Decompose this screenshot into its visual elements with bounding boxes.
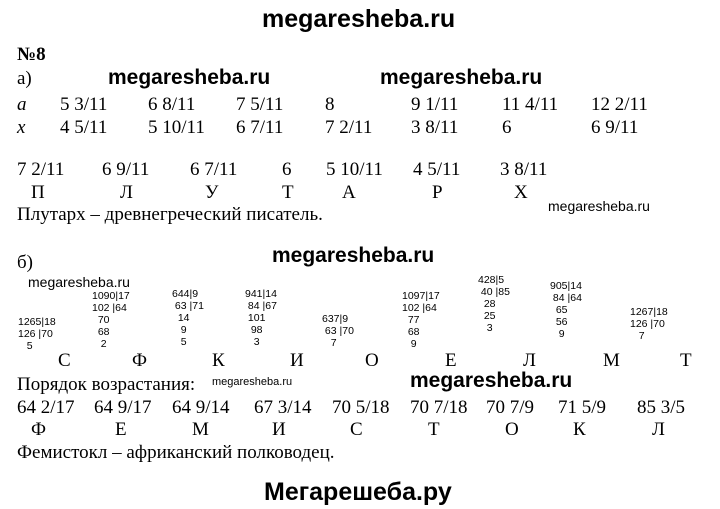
long-division <box>630 306 668 342</box>
letter: Ф <box>31 419 47 440</box>
x-value: 3 8/11 <box>411 117 459 138</box>
division-line: 68 <box>92 326 110 338</box>
division-line: 5 <box>172 336 187 348</box>
ordered-value: 5 10/11 <box>326 159 383 180</box>
letter: С <box>350 419 363 440</box>
part-b-conclusion: Фемистокл – африканский полководец. <box>17 442 335 463</box>
a-value: 11 4/11 <box>502 94 559 115</box>
long-division <box>172 288 204 348</box>
letter: К <box>212 350 225 371</box>
division-line: 28 <box>478 298 496 310</box>
letter: Л <box>523 350 536 371</box>
ordered-value: 70 5/18 <box>332 397 390 418</box>
watermark: megaresheba.ru <box>410 369 573 392</box>
row-x-label: x <box>17 117 26 138</box>
letter: Т <box>680 350 692 371</box>
division-line: 77 <box>402 314 420 326</box>
letter: Т <box>428 419 440 440</box>
division-line: 63 |71 <box>172 300 204 312</box>
a-value: 6 8/11 <box>148 94 196 115</box>
division-line: 65 <box>550 304 568 316</box>
division-line: 1265|18 <box>18 316 56 328</box>
division-line: 98 <box>245 324 263 336</box>
long-division <box>245 288 277 348</box>
division-line: 3 <box>245 336 260 348</box>
division-line: 102 |64 <box>92 302 127 314</box>
letter: Р <box>432 182 443 203</box>
division-line: 9 <box>402 338 417 350</box>
part-a-conclusion: Плутарх – древнегреческий писатель. <box>17 204 323 225</box>
ordered-value: 64 2/17 <box>17 397 75 418</box>
x-value: 5 10/11 <box>148 117 205 138</box>
long-division <box>322 313 354 349</box>
division-line: 5 <box>18 340 33 352</box>
task-number: №8 <box>17 44 46 65</box>
a-value: 7 5/11 <box>236 94 284 115</box>
letter: А <box>342 182 356 203</box>
letter: М <box>603 350 620 371</box>
ordered-value: 6 <box>282 159 292 180</box>
long-division <box>550 280 582 340</box>
a-value: 8 <box>325 94 335 115</box>
x-value: 6 <box>502 117 512 138</box>
division-line: 84 |67 <box>245 300 277 312</box>
division-line: 637|9 <box>322 313 349 325</box>
watermark: megaresheba.ru <box>380 66 543 89</box>
ordered-value: 70 7/18 <box>410 397 468 418</box>
a-value: 12 2/11 <box>591 94 648 115</box>
x-value: 6 7/11 <box>236 117 284 138</box>
ordered-value: 6 7/11 <box>190 159 238 180</box>
division-line: 1090|17 <box>92 290 130 302</box>
division-line: 25 <box>478 310 496 322</box>
division-line: 3 <box>478 322 493 334</box>
division-line: 14 <box>172 312 190 324</box>
division-line: 9 <box>550 328 565 340</box>
ordered-value: 7 2/11 <box>17 159 65 180</box>
ordered-value: 85 3/5 <box>637 397 686 418</box>
letter: Л <box>652 419 665 440</box>
letter: Л <box>120 182 133 203</box>
ordered-value: 64 9/14 <box>172 397 230 418</box>
letter: И <box>290 350 304 371</box>
ordered-value: 71 5/9 <box>558 397 607 418</box>
division-line: 7 <box>322 337 337 349</box>
watermark-bottom: Мегарешеба.ру <box>264 478 452 506</box>
watermark: megaresheba.ru <box>28 274 130 290</box>
division-line: 63 |70 <box>322 325 354 337</box>
a-value: 9 1/11 <box>411 94 459 115</box>
division-line: 9 <box>172 324 187 336</box>
row-a-label: a <box>17 94 27 115</box>
watermark: megaresheba.ru <box>108 66 271 89</box>
letter: У <box>205 182 219 203</box>
division-line: 7 <box>630 330 645 342</box>
part-b-label: б) <box>17 252 33 273</box>
division-line: 1097|17 <box>402 290 440 302</box>
letter: К <box>573 419 586 440</box>
division-line: 70 <box>92 314 110 326</box>
division-line: 1267|18 <box>630 306 668 318</box>
division-line: 428|5 <box>478 274 505 286</box>
division-line: 40 |85 <box>478 286 510 298</box>
ordered-value: 64 9/17 <box>94 397 152 418</box>
letter: Е <box>445 350 457 371</box>
letter: Т <box>282 182 294 203</box>
division-line: 126 |70 <box>18 328 53 340</box>
letter: Х <box>514 182 528 203</box>
ordered-value: 70 7/9 <box>486 397 535 418</box>
division-line: 2 <box>92 338 107 350</box>
a-value: 5 3/11 <box>60 94 108 115</box>
division-line: 84 |64 <box>550 292 582 304</box>
part-a-label: а) <box>17 68 32 89</box>
division-line: 56 <box>550 316 568 328</box>
ordered-value: 6 9/11 <box>102 159 150 180</box>
letter: П <box>31 182 45 203</box>
watermark: megaresheba.ru <box>212 376 293 388</box>
division-line: 644|9 <box>172 288 199 300</box>
division-line: 68 <box>402 326 420 338</box>
letter: С <box>58 350 71 371</box>
order-label: Порядок возрастания: <box>17 374 196 395</box>
ordered-value: 67 3/14 <box>254 397 312 418</box>
letter: Ф <box>132 350 148 371</box>
letter: О <box>365 350 379 371</box>
long-division <box>92 290 130 350</box>
x-value: 7 2/11 <box>325 117 373 138</box>
watermark: megaresheba.ru <box>272 244 435 267</box>
long-division <box>478 274 510 334</box>
division-line: 905|14 <box>550 280 582 292</box>
letter: М <box>192 419 209 440</box>
division-line: 126 |70 <box>630 318 665 330</box>
division-line: 101 <box>245 312 266 324</box>
long-division <box>402 290 440 350</box>
letter: Е <box>115 419 127 440</box>
division-line: 941|14 <box>245 288 277 300</box>
division-line: 102 |64 <box>402 302 437 314</box>
x-value: 6 9/11 <box>591 117 639 138</box>
letter: О <box>505 419 519 440</box>
ordered-value: 4 5/11 <box>413 159 461 180</box>
watermark-top: megaresheba.ru <box>262 5 456 33</box>
letter: И <box>272 419 286 440</box>
long-division <box>18 316 56 352</box>
watermark: megaresheba.ru <box>548 198 650 214</box>
ordered-value: 3 8/11 <box>500 159 548 180</box>
x-value: 4 5/11 <box>60 117 108 138</box>
